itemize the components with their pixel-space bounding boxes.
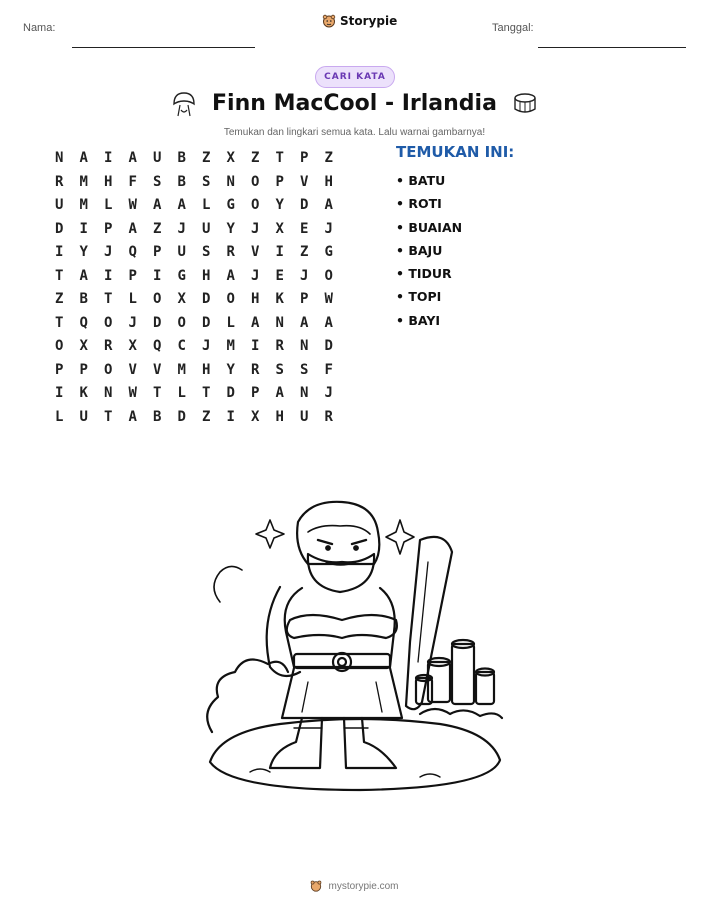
grid-letter[interactable]: D: [55, 220, 64, 237]
name-line: [72, 47, 255, 48]
grid-letter[interactable]: Q: [128, 244, 137, 260]
grid-letter[interactable]: I: [55, 244, 64, 260]
grid-letter[interactable]: E: [275, 267, 284, 284]
grid-letter[interactable]: U: [202, 220, 211, 237]
word-item: • TOPI: [396, 289, 442, 305]
grid-letter[interactable]: B: [153, 408, 162, 425]
grid-letter[interactable]: A: [300, 314, 309, 331]
grid-letter[interactable]: O: [153, 291, 162, 307]
grid-letter[interactable]: R: [226, 244, 235, 260]
grid-letter[interactable]: Y: [79, 244, 88, 260]
grid-letter[interactable]: A: [226, 267, 235, 284]
grid-row: [47, 241, 341, 265]
grid-letter[interactable]: N: [104, 385, 113, 401]
grid-letter[interactable]: D: [226, 385, 235, 401]
grid-letter[interactable]: T: [104, 291, 113, 307]
grid-letter[interactable]: Q: [79, 314, 88, 331]
grid-letter[interactable]: M: [79, 197, 88, 213]
date-line: [538, 47, 686, 48]
grid-letter[interactable]: B: [177, 150, 186, 166]
grid-row: [47, 194, 341, 218]
grid-letter[interactable]: J: [104, 244, 113, 260]
grid-letter[interactable]: S: [202, 244, 211, 260]
grid-letter[interactable]: S: [202, 173, 211, 190]
grid-letter[interactable]: I: [104, 150, 113, 166]
grid-letter[interactable]: O: [324, 267, 333, 284]
grid-letter[interactable]: A: [79, 150, 88, 166]
grid-letter[interactable]: O: [226, 291, 235, 307]
grid-letter[interactable]: G: [324, 244, 333, 260]
grid-letter[interactable]: T: [202, 385, 211, 401]
grid-letter[interactable]: W: [324, 291, 333, 307]
stone-icon: [511, 90, 539, 118]
storypie-logo-icon: [310, 880, 322, 892]
grid-letter[interactable]: Y: [226, 361, 235, 378]
grid-letter[interactable]: U: [300, 408, 309, 425]
grid-letter[interactable]: J: [251, 267, 260, 284]
grid-letter[interactable]: I: [226, 408, 235, 425]
word-item: • ROTI: [396, 196, 442, 212]
finn-maccool-coloring-illustration: [190, 492, 520, 797]
grid-letter[interactable]: H: [202, 361, 211, 378]
grid-letter[interactable]: R: [275, 338, 284, 354]
grid-letter[interactable]: I: [79, 220, 88, 237]
grid-letter[interactable]: Z: [55, 291, 64, 307]
word-search-grid: [47, 147, 341, 429]
grid-letter[interactable]: R: [251, 361, 260, 378]
word-list-title: TEMUKAN INI:: [396, 143, 515, 161]
page-title: Finn MacCool - Irlandia: [212, 91, 497, 116]
grid-letter[interactable]: Q: [153, 338, 162, 354]
grid-letter[interactable]: X: [226, 150, 235, 166]
grid-letter[interactable]: S: [300, 361, 309, 378]
grid-letter[interactable]: O: [177, 314, 186, 331]
grid-letter[interactable]: O: [251, 197, 260, 213]
date-label: Tanggal:: [492, 22, 534, 34]
grid-row: [47, 406, 341, 430]
grid-letter[interactable]: S: [275, 361, 284, 378]
grid-row: [47, 147, 341, 171]
grid-letter[interactable]: D: [202, 314, 211, 331]
grid-letter[interactable]: J: [128, 314, 137, 331]
grid-letter[interactable]: V: [153, 361, 162, 378]
brand: [322, 14, 397, 28]
grid-letter[interactable]: O: [55, 338, 64, 354]
grid-letter[interactable]: N: [55, 150, 64, 166]
grid-letter[interactable]: N: [226, 173, 235, 190]
worksheet-header: [0, 14, 709, 42]
grid-letter[interactable]: V: [251, 244, 260, 260]
footer-url: mystorypie.com: [328, 880, 399, 892]
word-item: • BATU: [396, 173, 446, 188]
grid-letter[interactable]: X: [79, 338, 88, 354]
grid-letter[interactable]: A: [128, 150, 137, 166]
grid-letter[interactable]: O: [251, 173, 260, 190]
grid-letter[interactable]: J: [202, 338, 211, 354]
grid-letter[interactable]: H: [104, 173, 113, 190]
grid-letter[interactable]: I: [153, 267, 162, 284]
grid-letter[interactable]: O: [104, 314, 113, 331]
grid-letter[interactable]: Z: [251, 150, 260, 166]
grid-letter[interactable]: P: [300, 291, 309, 307]
name-label: Nama:: [23, 22, 56, 34]
grid-letter[interactable]: Z: [300, 244, 309, 260]
page-footer: [0, 880, 709, 892]
grid-letter[interactable]: X: [177, 291, 186, 307]
grid-letter[interactable]: J: [300, 267, 309, 284]
grid-row: [47, 288, 341, 312]
grid-letter[interactable]: K: [275, 291, 284, 307]
grid-letter[interactable]: R: [104, 338, 113, 354]
grid-row: [47, 382, 341, 406]
grid-letter[interactable]: J: [251, 220, 260, 237]
grid-letter[interactable]: P: [153, 244, 162, 260]
grid-letter[interactable]: A: [275, 385, 284, 401]
grid-letter[interactable]: A: [128, 408, 137, 425]
grid-letter[interactable]: N: [300, 338, 309, 354]
grid-letter[interactable]: I: [55, 385, 64, 401]
grid-letter[interactable]: Z: [324, 150, 333, 166]
grid-letter[interactable]: L: [55, 408, 64, 425]
grid-letter[interactable]: D: [324, 338, 333, 354]
grid-letter[interactable]: D: [300, 197, 309, 213]
grid-letter[interactable]: T: [153, 385, 162, 401]
grid-letter[interactable]: P: [128, 267, 137, 284]
grid-letter[interactable]: B: [177, 173, 186, 190]
grid-letter[interactable]: U: [153, 150, 162, 166]
grid-letter[interactable]: F: [324, 361, 333, 378]
grid-letter[interactable]: H: [324, 173, 333, 190]
word-item: • BAYI: [396, 312, 441, 328]
grid-row: [47, 335, 341, 359]
grid-letter[interactable]: L: [177, 385, 186, 401]
grid-letter[interactable]: A: [177, 197, 186, 213]
grid-letter[interactable]: W: [128, 385, 137, 401]
grid-letter[interactable]: L: [104, 197, 113, 213]
grid-letter[interactable]: U: [177, 244, 186, 260]
grid-letter[interactable]: X: [275, 220, 284, 237]
grid-letter[interactable]: K: [79, 385, 88, 401]
grid-letter[interactable]: O: [104, 361, 113, 378]
grid-letter[interactable]: I: [275, 244, 284, 260]
grid-letter[interactable]: P: [300, 150, 309, 166]
grid-letter[interactable]: M: [177, 361, 186, 378]
grid-letter[interactable]: A: [128, 220, 137, 237]
grid-letter[interactable]: X: [251, 408, 260, 425]
grid-letter[interactable]: H: [275, 408, 284, 425]
grid-letter[interactable]: F: [128, 173, 137, 190]
storypie-logo-icon: [322, 14, 336, 28]
grid-letter[interactable]: Z: [202, 408, 211, 425]
grid-letter[interactable]: B: [79, 291, 88, 307]
grid-letter[interactable]: V: [300, 173, 309, 190]
grid-letter[interactable]: I: [104, 267, 113, 284]
grid-letter[interactable]: P: [79, 361, 88, 378]
grid-letter[interactable]: L: [202, 197, 211, 213]
grid-letter[interactable]: Z: [202, 150, 211, 166]
grid-letter[interactable]: V: [128, 361, 137, 378]
word-item: • BAJU: [396, 242, 443, 258]
grid-letter[interactable]: E: [300, 220, 309, 237]
grid-letter[interactable]: J: [324, 385, 333, 401]
grid-letter[interactable]: S: [153, 173, 162, 190]
grid-letter[interactable]: T: [55, 267, 64, 284]
grid-letter[interactable]: L: [128, 291, 137, 307]
word-item: • TIDUR: [396, 266, 452, 282]
grid-letter[interactable]: T: [104, 408, 113, 425]
grid-letter[interactable]: D: [202, 291, 211, 307]
grid-letter[interactable]: A: [79, 267, 88, 284]
grid-letter[interactable]: G: [226, 197, 235, 213]
grid-letter[interactable]: J: [177, 220, 186, 237]
brand-name: Storypie: [340, 14, 398, 28]
grid-letter[interactable]: A: [324, 314, 333, 331]
grid-letter[interactable]: N: [300, 385, 309, 401]
grid-letter[interactable]: H: [251, 291, 260, 307]
grid-letter[interactable]: T: [275, 150, 284, 166]
word-item: • BUAIAN: [396, 219, 463, 235]
grid-row: [47, 218, 341, 242]
grid-letter[interactable]: X: [128, 338, 137, 354]
grid-row: [47, 265, 341, 289]
grid-letter[interactable]: W: [128, 197, 137, 213]
grid-letter[interactable]: M: [226, 338, 235, 354]
grid-row: [47, 171, 341, 195]
grid-letter[interactable]: Z: [153, 220, 162, 237]
grid-letter[interactable]: L: [226, 314, 235, 331]
grid-letter[interactable]: Y: [275, 197, 284, 213]
grid-letter[interactable]: M: [79, 173, 88, 190]
grid-row: [47, 359, 341, 383]
activity-badge: CARI KATA: [315, 66, 395, 88]
grid-letter[interactable]: U: [79, 408, 88, 425]
word-list: [396, 143, 514, 332]
grid-letter[interactable]: R: [55, 173, 64, 190]
grid-letter[interactable]: D: [177, 408, 186, 425]
grid-letter[interactable]: G: [177, 267, 186, 284]
grid-row: [47, 312, 341, 336]
grid-letter[interactable]: D: [153, 314, 162, 331]
grid-letter[interactable]: U: [55, 197, 64, 213]
grid-letter[interactable]: I: [251, 338, 260, 354]
grid-letter[interactable]: T: [55, 314, 64, 331]
grid-letter[interactable]: A: [153, 197, 162, 213]
grid-letter[interactable]: Y: [226, 220, 235, 237]
grid-letter[interactable]: H: [202, 267, 211, 284]
grid-letter[interactable]: J: [324, 220, 333, 237]
grid-letter[interactable]: P: [55, 361, 64, 378]
grid-letter[interactable]: P: [251, 385, 260, 401]
instructions: Temukan dan lingkari semua kata. Lalu warnai gambarnya!: [223, 127, 486, 138]
grid-letter[interactable]: P: [104, 220, 113, 237]
grid-letter[interactable]: A: [324, 197, 333, 213]
grid-letter[interactable]: C: [177, 338, 186, 354]
grid-letter[interactable]: R: [324, 408, 333, 425]
grid-letter[interactable]: A: [251, 314, 260, 331]
grid-letter[interactable]: N: [275, 314, 284, 331]
grid-letter[interactable]: P: [275, 173, 284, 190]
